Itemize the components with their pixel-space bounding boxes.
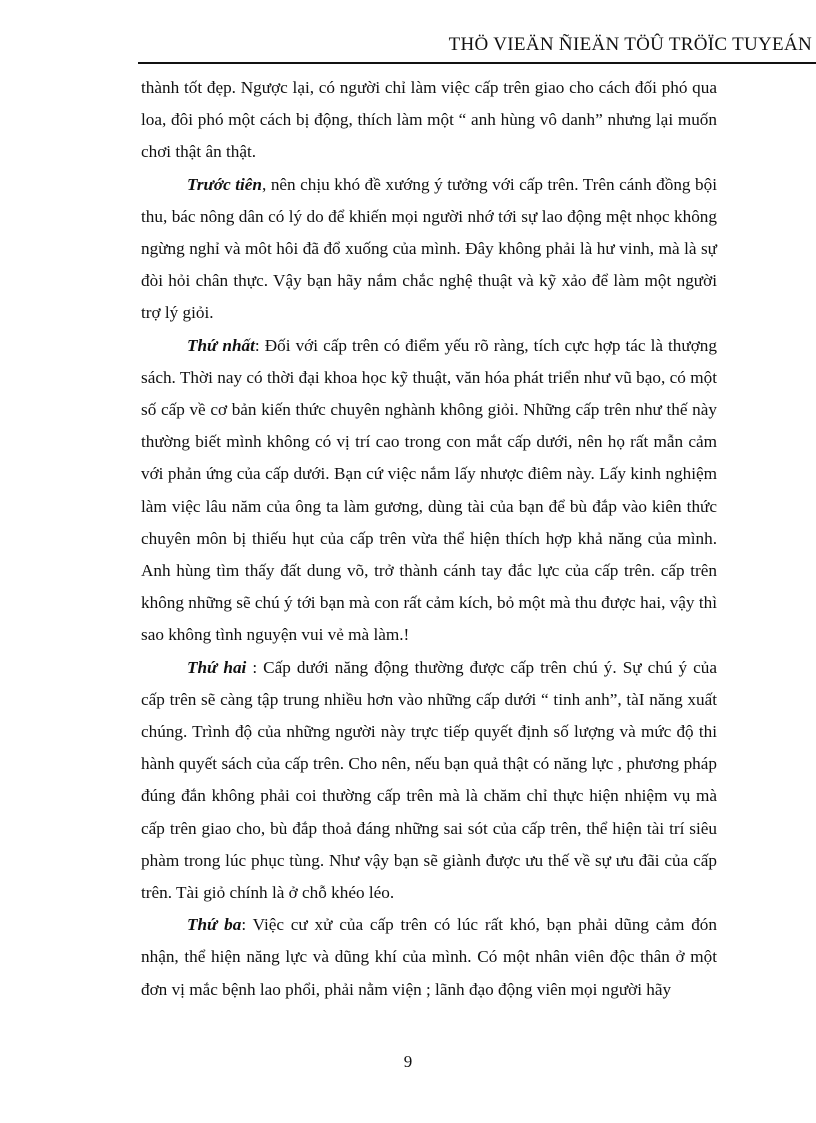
header-divider xyxy=(138,62,816,64)
paragraph-text: : Đối với cấp trên có điểm yếu rõ ràng, tích cực hợp tác là thượng sách. Thời nay có thời đại khoa học kỹ thuật, văn hóa phát triển như vũ bạo, có một số cấp về cơ bản kiến thức chuyên nghành không giỏi. Những cấp trên như thế này thường biết mình không có vị trí cao trong con mắt cấp dưới, nên họ rất mẫn cảm với phản ứng của cấp dưới. Bạn cứ việc nắm lấy nhược điêm này. Lấy kinh nghiệm làm việc lâu năm của ông ta làm gương, dùng tài của bạn để bù đắp vào kiên thức chuyên môn bị thiếu hụt của cấp trên vừa thể hiện thích hợp khả năng của mình. Anh hùng tìm thấy đất dung võ, trở thành cánh tay đắc lực của cấp trên. cấp trên không những sẽ chú ý tới bạn mà con rất cảm kích, bỏ một mà thu được hai, vậy thì sao không tình nguyện vui vẻ mà làm.! xyxy=(141,335,717,645)
paragraph-text: , nên chịu khó đề xướng ý tưởng với cấp trên. Trên cánh đồng bội thu, bác nông dân có lý do để khiến mọi người nhớ tới sự lao động mệt nhọc không ngừng nghỉ và môt hôi đã đổ xuống của mình. Đây không phải là hư vinh, mà là sự đòi hỏi chân thực. Vậy bạn hãy nắm chắc nghệ thuật và kỹ xảo để làm một người trợ lý giỏi. xyxy=(141,174,718,323)
paragraph-thu-ba xyxy=(141,909,717,1006)
paragraph-thu-nhat xyxy=(141,330,717,652)
paragraph-lead: Thứ hai xyxy=(187,657,247,677)
paragraph-truoc-tien xyxy=(141,169,717,330)
paragraph-lead: Thứ ba xyxy=(187,915,242,935)
paragraph-lead: Trước tiên xyxy=(187,174,262,194)
header-title: THÖ VIEÄN ÑIEÄN TÖÛ TRÖÏC TUYEÁN xyxy=(448,34,812,55)
page-body xyxy=(141,72,717,1006)
paragraph-thu-hai xyxy=(141,652,717,910)
paragraph-text: : Cấp dưới năng động thường được cấp trên chú ý. Sự chú ý của cấp trên sẽ càng tập trung nhiều hơn vào những cấp dưới “ tinh anh”, tàI năng xuất chúng. Trình độ của những người này trực tiếp quyết định số lượng và mức độ thi hành quyết sách của cấp trên. Cho nên, nếu bạn quả thật có năng lực , phương pháp đúng đắn không phải coi thường cấp trên mà là chăm chỉ thực hiện nhiệm vụ mà cấp trên giao cho, bù đắp thoả đáng những sai sót của cấp trên, thể hiện tài trí siêu phàm trong lúc phục tùng. Như vậy bạn sẽ giành được ưu thế về sự ưu đãi của cấp trên. Tài giỏ chính là ở chỗ khéo léo. xyxy=(141,657,717,903)
page-number: 9 xyxy=(403,1052,413,1071)
paragraph-text: thành tốt đẹp. Ngược lại, có người chỉ làm việc cấp trên giao cho cách đối phó qua loa, đôi phó một cách bị động, thích làm một “ anh hùng vô danh” nhưng lại muốn chơi thật ân thật. xyxy=(141,78,717,162)
paragraph-text: : Việc cư xử của cấp trên có lúc rất khó, bạn phải dũng cảm đón nhận, thể hiện năng lực và dũng khí của mình. Có một nhân viên độc thân ở một đơn vị mắc bệnh lao phổi, phải nằm viện ; lãnh đạo động viên mọi người hãy xyxy=(141,915,717,999)
paragraph-continuation xyxy=(141,72,717,169)
paragraph-lead: Thứ nhất xyxy=(187,335,255,355)
